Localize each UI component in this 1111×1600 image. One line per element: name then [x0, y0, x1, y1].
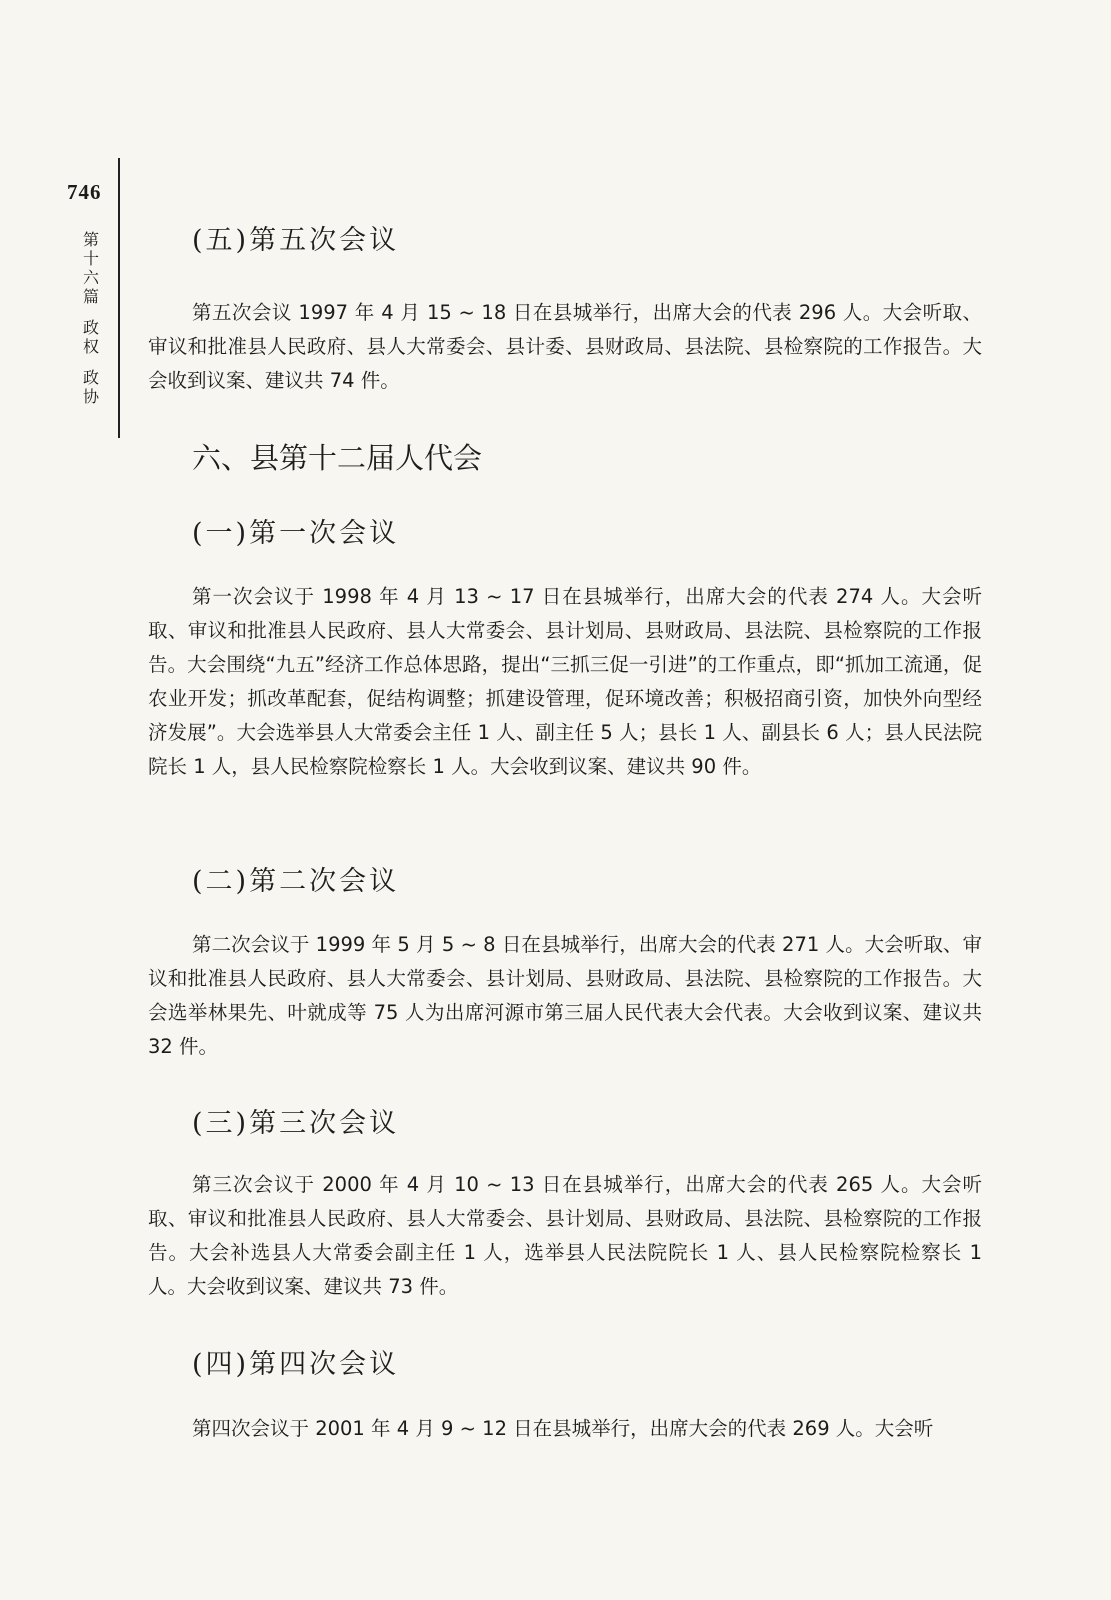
- running-title-char: 篇: [82, 287, 99, 306]
- running-title-char: 政: [82, 368, 99, 387]
- body-paragraph: 第一次会议于 1998 年 4 月 13 ~ 17 日在县城举行，出席大会的代表 274 人。大会听取、审议和批准县人民政府、县人大常委会、县计划局、县财政局、县法院、县检察院的工作报告。大会围绕“九五”经济工作总体思路，提出“三抓三促一引进”的工作重点，即“抓加工流通，促农业开发；抓改革配套，促结构调整；抓建设管理，促环境改善；积极招商引资，加快外向型经济发展”。大会选举县人大常委会主任 1 人、副主任 5 人；县长 1 人、副县长 6 人；县人民法院院长 1 人，县人民检察院检察长 1 人。大会收到议案、建议共 90 件。: [148, 585, 982, 778]
- margin-rule: [118, 158, 120, 438]
- body-paragraph: 第三次会议于 2000 年 4 月 10 ~ 13 日在县城举行，出席大会的代表 265 人。大会听取、审议和批准县人民政府、县人大常委会、县计划局、县财政局、县法院、县检察院的工作报告。大会补选县人大常委会副主任 1 人，选举县人民法院院长 1 人、县人民检察院检察长 1 人。大会收到议案、建议共 73 件。: [148, 1173, 982, 1298]
- running-title: [80, 230, 102, 406]
- running-title-char: 权: [82, 337, 99, 356]
- running-title-gap: [80, 306, 102, 318]
- body-paragraph: 第四次会议于 2001 年 4 月 9 ~ 12 日在县城举行，出席大会的代表 269 人。大会听: [192, 1417, 934, 1440]
- running-title-char: 十: [82, 249, 99, 268]
- running-title-char: 第: [82, 230, 99, 249]
- session-heading: (五)第五次会议: [192, 225, 400, 256]
- running-title-gap: [80, 356, 102, 368]
- session-heading: (二)第二次会议: [192, 866, 400, 897]
- session-heading: (四)第四次会议: [192, 1349, 400, 1380]
- session-heading: (一)第一次会议: [192, 518, 400, 549]
- body-paragraph: 第五次会议 1997 年 4 月 15 ~ 18 日在县城举行，出席大会的代表 296 人。大会听取、审议和批准县人民政府、县人大常委会、县计委、县财政局、县法院、县检察院的工作报告。大会收到议案、建议共 74 件。: [148, 301, 982, 392]
- running-title-char: 政: [82, 318, 99, 337]
- section-heading: 六、县第十二届人代会: [192, 441, 483, 475]
- running-title-char: 六: [82, 268, 99, 287]
- body-paragraph: 第二次会议于 1999 年 5 月 5 ~ 8 日在县城举行，出席大会的代表 271 人。大会听取、审议和批准县人民政府、县人大常委会、县计划局、县财政局、县法院、县检察院的工作报告。大会选举林果先、叶就成等 75 人为出席河源市第三届人民代表大会代表。大会收到议案、建议共 32 件。: [148, 933, 982, 1058]
- session-heading: (三)第三次会议: [192, 1108, 400, 1139]
- running-title-char: 协: [82, 387, 99, 406]
- page-number: 746: [67, 180, 102, 204]
